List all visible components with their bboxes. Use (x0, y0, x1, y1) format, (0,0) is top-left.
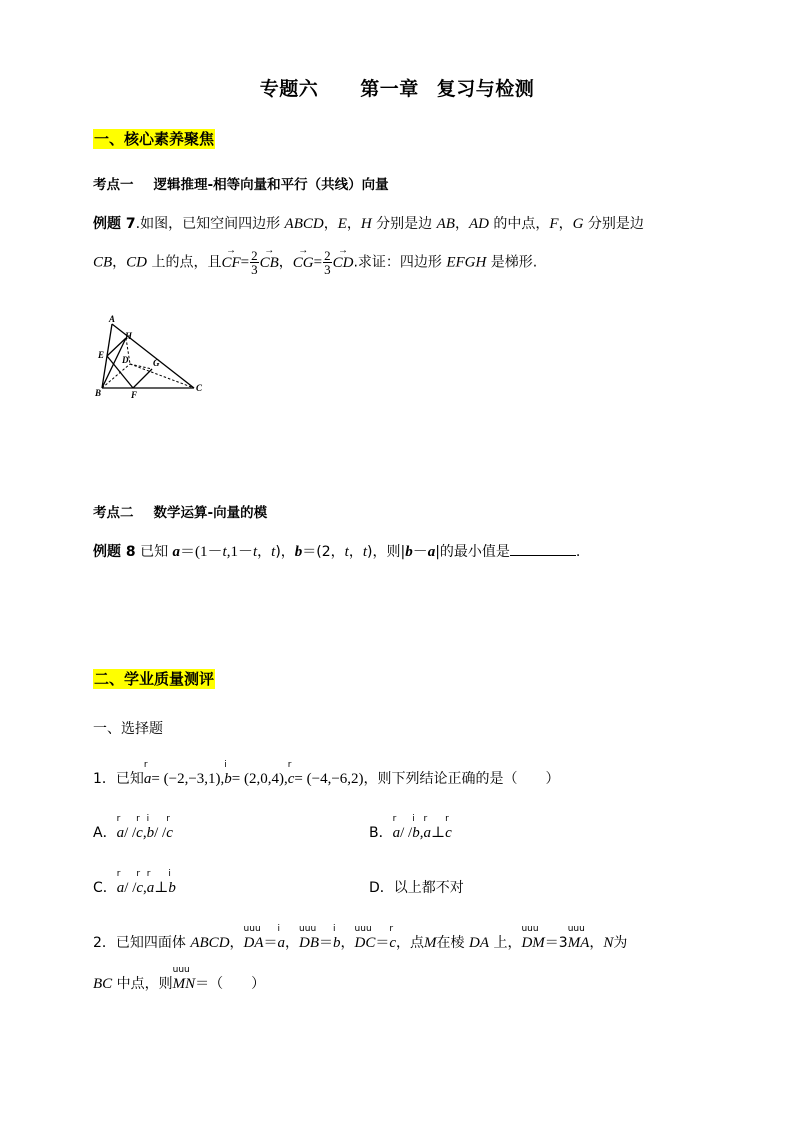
label-f: F (131, 390, 138, 400)
fraction-two-thirds-2: $\frac{2}{3}$ (324, 248, 331, 277)
edge-fg (133, 369, 152, 388)
fraction-two-thirds: $\frac{2}{3}$ (251, 248, 258, 277)
quadrilateral-figure (90, 312, 220, 404)
choice-section-heading: 一、选择题 (93, 721, 163, 737)
vector-cd: → CD (332, 244, 354, 271)
label-d: D (122, 355, 129, 365)
example-7-line-1: 例题 7.如图，已知空间四边形 ABCD，E，H 分别是边 AB，AD 的中点，F，G 分别是边 (93, 216, 644, 232)
edge-dg-dashed (130, 364, 152, 369)
q1-option-c[interactable]: C． r a/ / r c, r a⊥ i b (93, 869, 176, 896)
label-g: G (153, 358, 160, 368)
example-8: 例题 8 已知 a＝(1－t,1－t，t)，b＝(2，t，t)，则|b－a|的最小值是 . (93, 540, 580, 561)
point-2-heading: 考点二 数学运算-向量的模 (93, 505, 268, 521)
question-1: 1．已知 r a= (−2,−3,1), i b= (2,0,4), r c= (−4,−6,2)，则下列结论正确的是（ ） (93, 760, 560, 787)
title-part-1: 专题六 (259, 78, 319, 100)
section-1-heading: 一、核心素养聚焦 (94, 130, 215, 148)
label-a: A (109, 314, 116, 324)
example-7-line-2: CB，CD 上的点，且 → CF= $\frac{2}{3}$ → CB， → CG= $\frac{2}{3}$ → CD.求证：四边形 EFGH 是梯形. (93, 244, 538, 277)
title-part-3: 复习与检测 (436, 78, 535, 100)
point-1-heading: 考点一 逻辑推理-相等向量和平行（共线）向量 (93, 177, 389, 193)
vector-cb: → CB (259, 244, 279, 271)
label-e: E (98, 350, 105, 360)
label-b: B (95, 388, 102, 398)
q1-option-d[interactable]: D．以上都不对 (369, 880, 464, 896)
section-2-heading: 二、学业质量测评 (94, 670, 215, 688)
q1-option-a[interactable]: A． r a/ / r c, i b/ / r c (93, 814, 173, 841)
vector-cf: → CF (221, 244, 241, 271)
question-2-line-2: BC 中点，则 uuu MN＝（ ） (93, 965, 266, 992)
vector-cg: → CG (292, 244, 314, 271)
q1-option-b[interactable]: B． r a/ / i b, r a⊥ r c (369, 814, 452, 841)
page-title (0, 74, 794, 101)
label-c: C (196, 383, 203, 393)
edge-dc-dashed (130, 364, 194, 388)
label-h: H (125, 331, 133, 341)
answer-blank[interactable] (510, 541, 576, 556)
title-part-2: 第一章 (360, 78, 419, 100)
question-2-line-1: 2．已知四面体 ABCD， uuu DA＝ i a， uuu DB＝ i b， uuu DC＝ r c，点M在棱 DA 上， uuu DM＝3 uuu MA，N为 (93, 924, 628, 951)
